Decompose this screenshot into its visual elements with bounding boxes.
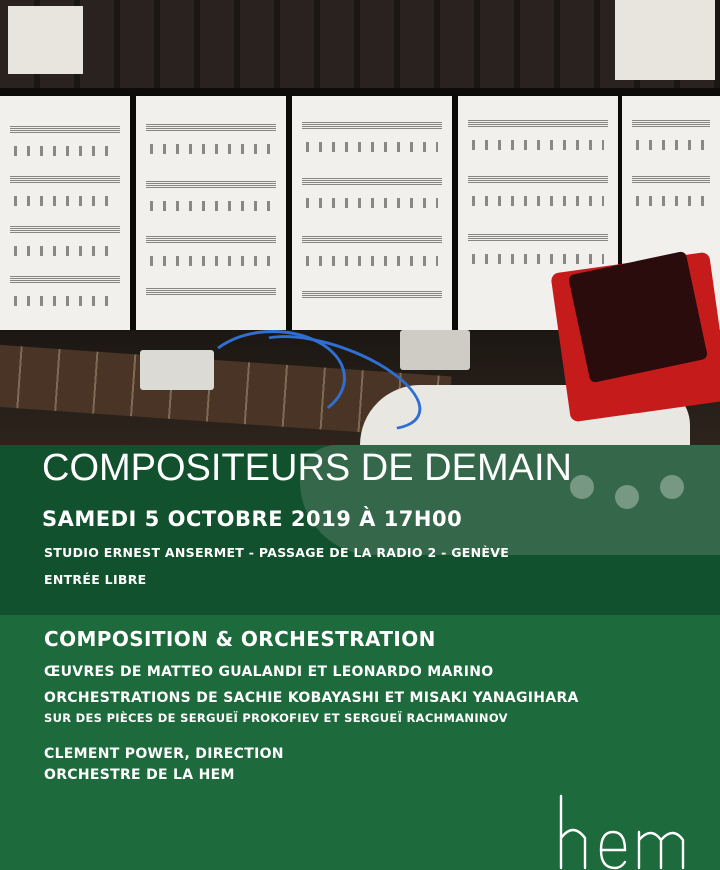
guitar-knob xyxy=(660,475,684,499)
event-title: COMPOSITEURS DE DEMAIN xyxy=(42,447,572,489)
background-sheet-left xyxy=(8,6,83,74)
program-direction: CLEMENT POWER, DIRECTION xyxy=(44,746,284,762)
program-orchestrations-sub: SUR DES PIÈCES DE SERGUEÏ PROKOFIEV ET SERGUEÏ RACHMANINOV xyxy=(44,711,508,725)
event-date: SAMEDI 5 OCTOBRE 2019 À 17H00 xyxy=(42,507,463,531)
event-entry: ENTRÉE LIBRE xyxy=(44,572,147,587)
program-works: ŒUVRES DE MATTEO GUALANDI ET LEONARDO MARINO xyxy=(44,664,494,680)
sheet-music-page xyxy=(136,96,286,331)
event-venue: STUDIO ERNEST ANSERMET - PASSAGE DE LA RADIO 2 - GENÈVE xyxy=(44,545,510,560)
guitar-knob xyxy=(615,485,639,509)
sheet-music-page xyxy=(0,96,130,331)
program-title: COMPOSITION & ORCHESTRATION xyxy=(44,627,436,651)
background-sheet-right xyxy=(615,0,715,80)
sheet-music-page xyxy=(292,96,452,331)
hem-logo xyxy=(555,792,695,870)
program-orchestra: ORCHESTRE DE LA HEM xyxy=(44,767,235,783)
program-orchestrations: ORCHESTRATIONS DE SACHIE KOBAYASHI ET MISAKI YANAGIHARA xyxy=(44,690,579,706)
white-effect-pedal xyxy=(400,330,470,370)
guitar-knob xyxy=(570,475,594,499)
